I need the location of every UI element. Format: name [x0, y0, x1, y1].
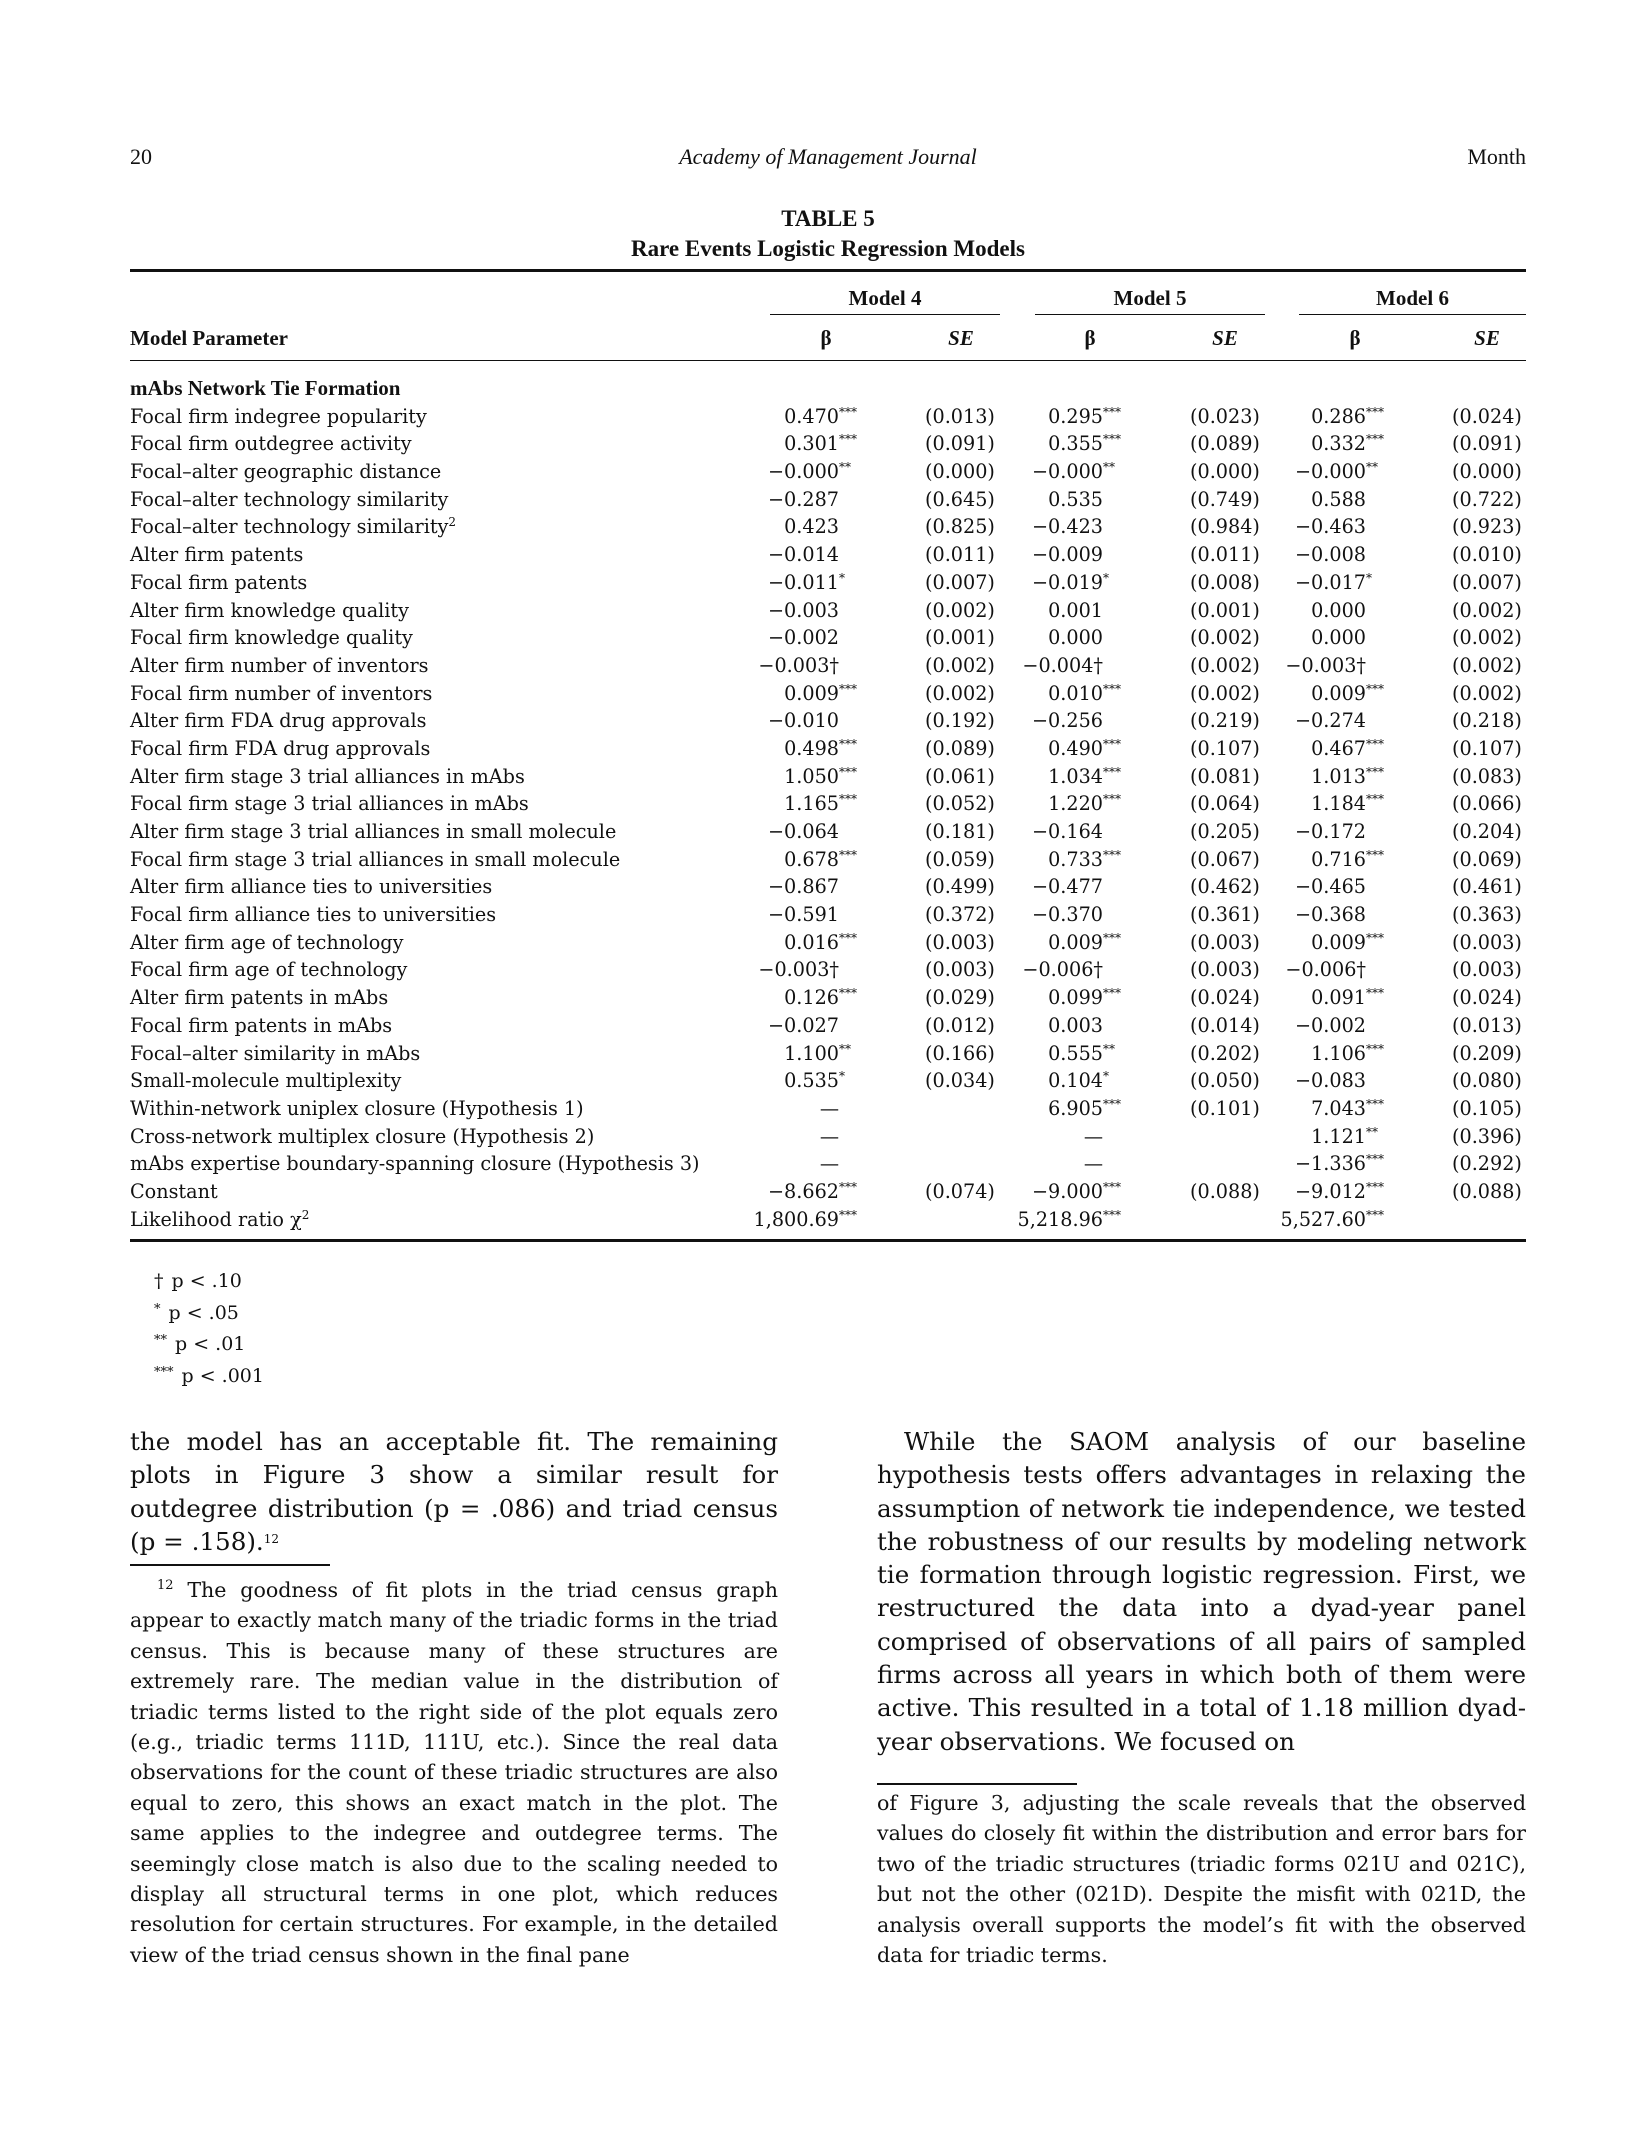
model-5-beta: 0.010***	[1048, 681, 1121, 705]
model-6-se: (0.002)	[1452, 681, 1522, 705]
model-5-beta: 0.003	[1048, 1013, 1103, 1037]
model-6-se: (0.722)	[1452, 487, 1522, 511]
model-4-se: (0.003)	[925, 930, 995, 954]
significance-note: *** p < .001	[154, 1364, 264, 1387]
table-row	[130, 1012, 1526, 1040]
model-5-beta: 1.034***	[1048, 764, 1121, 788]
model-6-se: (0.010)	[1452, 543, 1522, 567]
model-4-beta: 0.126***	[784, 986, 857, 1010]
model-6-beta: −0.000**	[1294, 460, 1378, 484]
model-5-se: (0.081)	[1190, 764, 1260, 788]
model-4-se: (0.012)	[925, 1013, 995, 1037]
model-4-rule	[770, 314, 1000, 315]
model-5-beta: 1.220***	[1048, 792, 1121, 816]
model-5-beta: 0.104*	[1048, 1069, 1109, 1093]
model-5-se: (0.088)	[1190, 1179, 1260, 1203]
row-label: Within-network uniplex closure (Hypothesis 1)	[130, 1096, 584, 1120]
model-5-beta: 0.555**	[1048, 1041, 1115, 1065]
model-5-beta: −0.004†	[1022, 653, 1103, 677]
table-row	[130, 901, 1526, 929]
model-5-se: (0.003)	[1190, 930, 1260, 954]
model-6-se: (0.204)	[1452, 820, 1522, 843]
model-4-se: (0.034)	[925, 1069, 995, 1093]
table-row	[130, 597, 1526, 625]
model-6-beta: −9.012***	[1294, 1179, 1384, 1203]
model-5-beta: −9.000***	[1031, 1179, 1121, 1203]
model-5-header: Model 5	[1113, 286, 1187, 310]
param-column-header: Model Parameter	[130, 326, 289, 350]
significance-note: † p < .10	[154, 1270, 242, 1292]
model-6-beta: 0.000	[1311, 598, 1366, 622]
page-number: 20	[130, 144, 152, 169]
table-row	[130, 763, 1526, 791]
left-column	[130, 1425, 778, 1558]
model-4-beta: −0.014	[767, 543, 839, 567]
model-6-beta: 0.332***	[1311, 432, 1384, 456]
model-6-se: (0.069)	[1452, 847, 1522, 871]
model-5-se: (0.024)	[1190, 986, 1260, 1010]
model-5-se: (0.749)	[1190, 487, 1260, 511]
model-5-beta: −0.256	[1031, 709, 1103, 733]
table-row	[130, 403, 1526, 431]
model-5-se: (0.107)	[1190, 736, 1260, 760]
table-row	[130, 1040, 1526, 1068]
table-row	[130, 624, 1526, 652]
table-row	[130, 929, 1526, 957]
model-4-beta: −0.591	[767, 903, 839, 927]
model-5-se-header: SE	[1212, 326, 1238, 350]
model-5-se: (0.984)	[1190, 515, 1260, 539]
model-4-beta: 0.009***	[784, 681, 857, 705]
model-5-beta: 6.905***	[1048, 1096, 1121, 1120]
model-6-se: (0.013)	[1452, 1013, 1522, 1037]
table-row	[130, 873, 1526, 901]
model-6-se-header: SE	[1474, 326, 1500, 350]
table-row	[130, 486, 1526, 514]
model-6-se: (0.002)	[1452, 626, 1522, 650]
model-6-beta: −0.465	[1294, 875, 1366, 899]
model-5-beta: 0.490***	[1048, 736, 1121, 760]
model-6-se: (0.002)	[1452, 653, 1522, 677]
model-4-beta: 0.535*	[784, 1069, 845, 1093]
model-5-se: (0.067)	[1190, 847, 1260, 871]
footnote-12: $^{12}$ The goodness of fit plots in the triad census graph appear to exactly match many of the triadic forms in the triad census. This is because many of these structures are extremely rare. The median value in the distribution of triadic terms listed to the right side of the plot equals zero (e.g., triadic terms 111D, 111U, etc.). Since the real data observations for the count of these triadic structures are also equal to zero, this shows an exact match in the plot. The same applies to the indegree and outdegree terms. The seemingly close match is also due to the scaling needed to display all structural terms in one plot, which reduces resolution for certain structures. For example, in the detailed view of the triad census shown in the final pane	[130, 1578, 778, 1967]
model-5-rule	[1035, 314, 1265, 315]
table-row	[130, 1206, 1526, 1234]
model-4-se: (0.002)	[925, 653, 995, 677]
model-6-se: (0.088)	[1452, 1179, 1522, 1203]
row-label: Alter firm age of technology	[130, 930, 404, 954]
model-6-beta: 1.013***	[1311, 764, 1384, 788]
table-row	[130, 1067, 1526, 1095]
model-5-beta: −0.423	[1031, 515, 1103, 539]
row-label: Focal–alter technology similarity	[130, 487, 449, 511]
footnote-rule-left	[130, 1564, 330, 1566]
model-4-beta: −0.003†	[758, 958, 839, 982]
model-group-header	[130, 272, 1526, 316]
model-4-beta: 0.498***	[784, 736, 857, 760]
row-label: Focal–alter technology similarity$^2$	[130, 515, 457, 539]
table-row	[130, 1123, 1526, 1151]
row-label: Focal–alter similarity in mAbs	[130, 1041, 421, 1065]
model-4-beta: 0.470***	[784, 404, 857, 428]
model-4-beta: —	[819, 1152, 839, 1176]
model-6-beta: −0.003†	[1285, 653, 1366, 677]
model-4-se: (0.825)	[925, 515, 995, 539]
model-4-se: (0.499)	[925, 875, 995, 899]
table-row	[130, 680, 1526, 708]
model-5-beta: −0.000**	[1031, 460, 1115, 484]
model-6-se: (0.396)	[1452, 1124, 1522, 1148]
model-5-se: (0.014)	[1190, 1013, 1260, 1037]
model-6-se: (0.923)	[1452, 515, 1522, 539]
table-row	[130, 569, 1526, 597]
model-6-se: (0.007)	[1452, 570, 1522, 594]
model-4-se: (0.645)	[925, 487, 995, 511]
model-4-header: Model 4	[848, 286, 922, 310]
model-6-se: (0.461)	[1452, 875, 1522, 899]
model-4-beta: 1,800.69***	[753, 1207, 857, 1231]
model-5-beta: −0.164	[1031, 820, 1103, 843]
model-6-beta: −0.083	[1294, 1069, 1366, 1093]
model-5-beta: 0.099***	[1048, 986, 1121, 1010]
model-5-beta: −0.019*	[1031, 570, 1109, 594]
model-6-se: (0.002)	[1452, 598, 1522, 622]
model-6-beta: 1.106***	[1311, 1041, 1384, 1065]
model-5-beta: 0.535	[1048, 487, 1103, 511]
model-4-beta: —	[819, 1096, 839, 1120]
model-6-beta: −0.274	[1294, 709, 1366, 733]
model-4-beta: −0.867	[767, 875, 839, 899]
model-6-se: (0.080)	[1452, 1069, 1522, 1093]
table-subtitle: Rare Events Logistic Regression Models	[631, 236, 1025, 261]
model-5-beta: 0.000	[1048, 626, 1103, 650]
table-title: TABLE 5	[781, 206, 875, 231]
row-label: Focal firm FDA drug approvals	[130, 736, 431, 760]
left-paragraph: the model has an acceptable fit. The remaining plots in Figure 3 show a similar result for outdegree distribution (p = .086) and triad census (p = .158).$^{12}$	[130, 1427, 778, 1556]
row-label: Alter firm patents in mAbs	[130, 986, 389, 1010]
row-label: Focal firm stage 3 trial alliances in small molecule	[130, 847, 621, 871]
table-row	[130, 735, 1526, 763]
table-bottom-rule	[130, 1239, 1526, 1242]
table-row	[130, 707, 1526, 735]
model-4-beta: 1.165***	[784, 792, 857, 816]
model-6-se: (0.218)	[1452, 709, 1522, 733]
model-6-beta: 0.286***	[1311, 404, 1384, 428]
table-body	[130, 361, 1526, 1239]
model-4-beta: 1.100**	[784, 1041, 851, 1065]
model-6-beta: −0.463	[1294, 515, 1366, 539]
model-4-beta: −0.003†	[758, 653, 839, 677]
row-label: Alter firm number of inventors	[130, 653, 429, 677]
right-paragraph: While the SAOM analysis of our baseline hypothesis tests offers advantages in relaxing the assumption of network tie independence, we tested the robustness of our results by modeling network tie formation through logistic regression. First, we restructured the data into a dyad-year panel comprised of observations of all pairs of sampled firms across all years in which both of them were active. This resulted in a total of 1.18 million dyad-year observations. We focused on	[877, 1427, 1526, 1756]
table-notes	[154, 1268, 264, 1390]
model-4-beta: —	[819, 1124, 839, 1148]
model-5-se: (0.361)	[1190, 903, 1260, 927]
model-6-beta: 7.043***	[1311, 1096, 1384, 1120]
issue-month: Month	[1467, 144, 1526, 169]
model-4-se: (0.181)	[925, 820, 995, 843]
model-4-se: (0.061)	[925, 764, 995, 788]
row-label: Focal firm stage 3 trial alliances in mAbs	[130, 792, 529, 816]
right-column	[877, 1425, 1526, 1758]
row-label: Alter firm stage 3 trial alliances in small molecule	[130, 820, 617, 843]
model-5-se: (0.050)	[1190, 1069, 1260, 1093]
model-5-beta: 0.295***	[1048, 404, 1121, 428]
model-4-se: (0.091)	[925, 432, 995, 456]
table-row	[130, 1178, 1526, 1206]
section-label: mAbs Network Tie Formation	[130, 376, 401, 400]
model-6-se: (0.209)	[1452, 1041, 1522, 1065]
row-label: Alter firm patents	[130, 543, 304, 567]
model-5-se: (0.003)	[1190, 958, 1260, 982]
model-5-se: (0.008)	[1190, 570, 1260, 594]
model-4-beta-header: β	[820, 326, 832, 350]
table-row	[130, 1095, 1526, 1123]
row-label: Alter firm stage 3 trial alliances in mAbs	[130, 764, 525, 788]
row-label: Small-molecule multiplexity	[130, 1069, 402, 1093]
footnote-continued: of Figure 3, adjusting the scale reveals that the observed values do closely fit within the distribution and error bars for two of the triadic structures (triadic forms 021U and 021C), but not the other (021D). Despite the misfit with 021D, the analysis overall supports the model’s fit with the observed data for triadic terms.	[877, 1791, 1526, 1968]
model-6-se: (0.024)	[1452, 986, 1522, 1010]
model-4-beta: −0.002	[767, 626, 839, 650]
model-4-se: (0.002)	[925, 681, 995, 705]
model-6-beta: 0.009***	[1311, 681, 1384, 705]
model-5-beta: 0.001	[1048, 598, 1103, 622]
model-5-se: (0.001)	[1190, 598, 1260, 622]
model-4-beta: −0.003	[767, 598, 839, 622]
model-4-se-header: SE	[948, 326, 974, 350]
model-5-beta: 5,218.96***	[1017, 1207, 1121, 1231]
model-6-se: (0.091)	[1452, 432, 1522, 456]
model-5-beta: 0.355***	[1048, 432, 1121, 456]
table-row	[130, 846, 1526, 874]
model-5-se: (0.089)	[1190, 432, 1260, 456]
model-6-beta-header: β	[1349, 326, 1361, 350]
model-6-beta: 0.467***	[1311, 736, 1384, 760]
model-4-se: (0.052)	[925, 792, 995, 816]
footnote-rule-right	[877, 1783, 1077, 1785]
model-5-se: (0.002)	[1190, 681, 1260, 705]
model-6-header: Model 6	[1376, 286, 1449, 310]
model-6-se: (0.003)	[1452, 958, 1522, 982]
model-6-beta: 0.000	[1311, 626, 1366, 650]
model-4-beta: −0.000**	[767, 460, 851, 484]
table-row	[130, 1150, 1526, 1178]
model-4-se: (0.166)	[925, 1041, 995, 1065]
row-label: Focal firm outdegree activity	[130, 432, 412, 456]
journal-title: Academy of Management Journal	[679, 144, 977, 169]
model-5-beta: −0.370	[1031, 903, 1103, 927]
model-6-se: (0.066)	[1452, 792, 1522, 816]
row-label: Focal firm indegree popularity	[130, 404, 427, 428]
row-label: mAbs expertise boundary-spanning closure (Hypothesis 3)	[130, 1152, 700, 1176]
row-label: Focal firm alliance ties to universities	[130, 903, 497, 927]
table-row	[130, 652, 1526, 680]
model-4-beta: −0.064	[767, 820, 839, 843]
table-row	[130, 458, 1526, 486]
model-4-se: (0.089)	[925, 736, 995, 760]
model-5-se: (0.002)	[1190, 626, 1260, 650]
model-6-se: (0.363)	[1452, 903, 1522, 927]
table-caption	[130, 204, 1526, 264]
model-4-beta: 0.678***	[784, 847, 857, 871]
model-6-beta: 0.588	[1311, 487, 1366, 511]
model-6-se: (0.292)	[1452, 1152, 1522, 1176]
model-5-beta: —	[1083, 1124, 1103, 1148]
footnote-reference: 12	[263, 1531, 280, 1546]
model-6-se: (0.000)	[1452, 460, 1522, 484]
model-4-se: (0.059)	[925, 847, 995, 871]
row-label: Constant	[130, 1179, 218, 1203]
model-6-se: (0.003)	[1452, 930, 1522, 954]
model-4-se: (0.011)	[925, 543, 995, 567]
model-5-se: (0.000)	[1190, 460, 1260, 484]
model-4-se: (0.003)	[925, 958, 995, 982]
model-6-beta: 5,527.60***	[1280, 1207, 1384, 1231]
model-6-beta: −0.368	[1294, 903, 1366, 927]
table-row	[130, 513, 1526, 541]
model-5-beta: 0.733***	[1048, 847, 1121, 871]
regression-table	[130, 269, 1526, 1242]
column-header	[130, 316, 1526, 360]
model-5-beta: −0.477	[1031, 875, 1103, 899]
model-5-se: (0.462)	[1190, 875, 1260, 899]
model-4-beta: −0.027	[767, 1013, 839, 1037]
model-6-beta: 1.121**	[1311, 1124, 1378, 1148]
row-label: Cross-network multiplex closure (Hypothesis 2)	[130, 1124, 595, 1148]
row-label: Focal firm knowledge quality	[130, 626, 413, 650]
model-5-beta-header: β	[1084, 326, 1096, 350]
model-4-beta: 1.050***	[784, 764, 857, 788]
model-4-beta: −0.011*	[767, 570, 845, 594]
significance-note: ** p < .01	[154, 1333, 246, 1355]
row-label: Focal firm number of inventors	[130, 681, 433, 705]
model-6-beta: 0.716***	[1311, 847, 1384, 871]
model-6-beta: −0.006†	[1285, 958, 1366, 982]
significance-note: * p < .05	[154, 1301, 239, 1324]
table-row	[130, 430, 1526, 458]
model-5-se: (0.064)	[1190, 792, 1260, 816]
model-5-se: (0.101)	[1190, 1096, 1260, 1120]
model-6-beta: −0.008	[1294, 543, 1366, 567]
model-6-beta: −0.172	[1294, 820, 1366, 843]
model-4-beta: 0.423	[784, 515, 839, 539]
model-5-beta: −0.006†	[1022, 958, 1103, 982]
row-label: Alter firm knowledge quality	[130, 598, 409, 622]
model-6-beta: −0.017*	[1294, 570, 1372, 594]
row-label: Focal firm patents in mAbs	[130, 1013, 393, 1037]
row-label: Alter firm FDA drug approvals	[130, 709, 427, 733]
model-4-se: (0.372)	[925, 903, 995, 927]
model-6-se: (0.024)	[1452, 404, 1522, 428]
model-4-beta: −8.662***	[767, 1179, 857, 1203]
section-row	[130, 375, 1526, 403]
model-6-beta: 1.184***	[1311, 792, 1384, 816]
model-6-beta: −0.002	[1294, 1013, 1366, 1037]
model-4-se: (0.013)	[925, 404, 995, 428]
model-4-se: (0.002)	[925, 598, 995, 622]
row-label: Focal firm age of technology	[130, 958, 408, 982]
running-head	[130, 144, 1526, 174]
model-6-se: (0.083)	[1452, 764, 1522, 788]
model-5-se: (0.002)	[1190, 653, 1260, 677]
table-row	[130, 818, 1526, 846]
table-row	[130, 956, 1526, 984]
model-5-se: (0.011)	[1190, 543, 1260, 567]
model-4-beta: 0.301***	[784, 432, 857, 456]
model-4-beta: 0.016***	[784, 930, 857, 954]
model-4-se: (0.192)	[925, 709, 995, 733]
model-5-se: (0.023)	[1190, 404, 1260, 428]
model-4-beta: −0.287	[767, 487, 839, 511]
model-6-beta: 0.091***	[1311, 986, 1384, 1010]
row-label: Alter firm alliance ties to universities	[130, 875, 493, 899]
table-row	[130, 790, 1526, 818]
model-4-se: (0.007)	[925, 570, 995, 594]
footnote-number: 12	[157, 1578, 174, 1593]
row-label: Likelihood ratio $\chi^2$	[130, 1207, 310, 1231]
table-row	[130, 984, 1526, 1012]
model-5-se: (0.205)	[1190, 820, 1260, 843]
model-6-beta: 0.009***	[1311, 930, 1384, 954]
model-5-se: (0.202)	[1190, 1041, 1260, 1065]
table-row	[130, 541, 1526, 569]
model-5-beta: —	[1083, 1152, 1103, 1176]
model-6-se: (0.105)	[1452, 1096, 1522, 1120]
row-label: Focal–alter geographic distance	[130, 460, 442, 484]
model-4-se: (0.074)	[925, 1179, 995, 1203]
model-4-se: (0.000)	[925, 460, 995, 484]
model-4-beta: −0.010	[767, 709, 839, 733]
row-label: Focal firm patents	[130, 570, 308, 594]
model-5-beta: −0.009	[1031, 543, 1103, 567]
model-4-se: (0.001)	[925, 626, 995, 650]
model-4-se: (0.029)	[925, 986, 995, 1010]
model-5-beta: 0.009***	[1048, 930, 1121, 954]
model-5-se: (0.219)	[1190, 709, 1260, 733]
model-6-se: (0.107)	[1452, 736, 1522, 760]
model-6-beta: −1.336***	[1294, 1152, 1384, 1176]
model-6-rule	[1299, 314, 1526, 315]
